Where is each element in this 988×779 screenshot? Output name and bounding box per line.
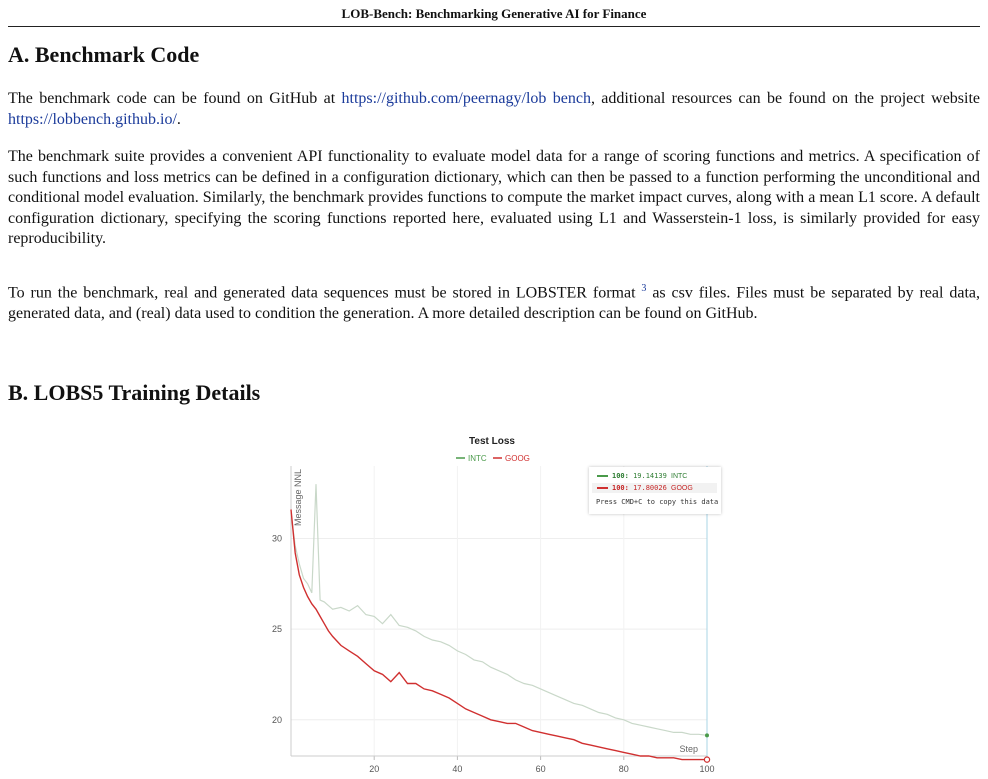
series-layer bbox=[291, 484, 710, 762]
github-link[interactable]: https://github.com/peernagy/lob bench bbox=[341, 90, 591, 107]
legend-label-intc: INTC bbox=[468, 454, 487, 463]
paragraph-lobster-text-2: as csv files. Files must be separated by real data, generated data, and (real) data used to condition the generation. A more detailed description can be found on GitHub. bbox=[8, 284, 980, 322]
paragraph-lobster bbox=[8, 279, 980, 324]
chart-title: Test Loss bbox=[469, 436, 515, 447]
tooltip-name-goog: GOOG bbox=[671, 485, 693, 492]
series-line-intc bbox=[291, 484, 707, 735]
legend-label-goog: GOOG bbox=[505, 454, 530, 463]
x-tick-label-20: 20 bbox=[369, 764, 380, 774]
tooltip-value-intc: 19.14139 bbox=[633, 472, 667, 480]
chart-legend bbox=[456, 454, 530, 463]
tooltip-step-goog: 100: bbox=[612, 484, 629, 492]
paragraph-api: The benchmark suite provides a convenient API functionality to evaluate model data for a range of scoring functions and metrics. A specification of such functions and loss metrics can be defined in a configuration dictionary, which can then be passed to a function performing the unconditional and conditional model evaluation. Similarly, the benchmark provides functions to compute the market impact curves, along with a mean L1 score. A default configuration dictionary, specifying the scoring functions reported here, evaluated using L1 and Wasserstein-1 loss, is similarly provided for easy reproducibility. bbox=[8, 148, 980, 247]
x-tick-label-100: 100 bbox=[699, 764, 715, 774]
x-tick-label-40: 40 bbox=[452, 764, 463, 774]
series-line-goog bbox=[291, 510, 707, 760]
tooltip-row-goog bbox=[592, 483, 717, 493]
test-loss-chart bbox=[250, 430, 730, 779]
tooltip-step-intc: 100: bbox=[612, 472, 629, 480]
tooltip-hint: Press CMD+C to copy this data bbox=[596, 498, 719, 506]
hover-point-goog bbox=[704, 757, 709, 762]
header-rule bbox=[8, 26, 980, 27]
section-b-heading: B. LOBS5 Training Details bbox=[8, 380, 261, 405]
paragraph-lobster-text-1: To run the benchmark, real and generated data sequences must be stored in LOBSTER format bbox=[8, 284, 642, 302]
x-axis-label: Step bbox=[679, 744, 698, 754]
paragraph-github bbox=[8, 89, 980, 130]
tooltip-name-intc: INTC bbox=[671, 473, 688, 480]
x-tick-label-60: 60 bbox=[535, 764, 546, 774]
footnote-ref[interactable]: 3 bbox=[641, 283, 647, 294]
paragraph-github-text-3: . bbox=[176, 110, 181, 128]
hover-point-intc bbox=[705, 733, 709, 737]
running-header: LOB-Bench: Benchmarking Generative AI for Finance bbox=[341, 6, 647, 21]
tooltip-swatch-intc bbox=[597, 475, 608, 477]
y-axis-label: Message NNL bbox=[293, 468, 303, 526]
y-tick-label-20: 20 bbox=[271, 714, 282, 725]
paragraph-github-text-2: , additional resources can be found on the project website bbox=[590, 90, 981, 107]
section-a-heading: A. Benchmark Code bbox=[8, 42, 200, 67]
y-tick-label-30: 30 bbox=[271, 533, 282, 544]
tooltip-swatch-goog bbox=[597, 487, 608, 489]
y-tick-label-25: 25 bbox=[271, 624, 282, 635]
tooltip-row-intc bbox=[597, 471, 687, 481]
x-tick-label-80: 80 bbox=[618, 764, 629, 774]
chart-tooltip bbox=[589, 467, 721, 514]
project-website-link[interactable]: https://lobbench.github.io/ bbox=[8, 110, 177, 128]
paragraph-github-text-1: The benchmark code can be found on GitHub at bbox=[8, 90, 342, 107]
tooltip-value-goog: 17.80026 bbox=[633, 484, 667, 492]
